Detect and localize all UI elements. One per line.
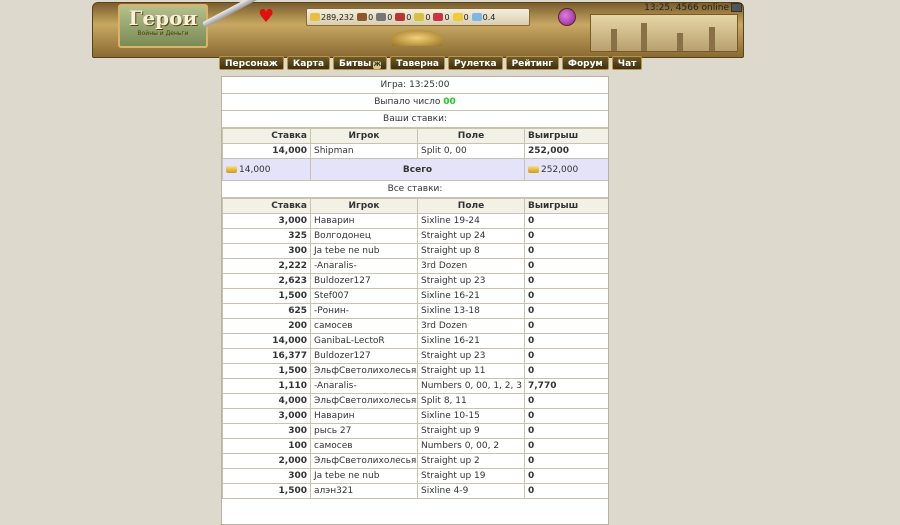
cell-player[interactable]: Buldozer127 [311,274,418,289]
col-player: Игрок [311,129,418,144]
cell-stake: 325 [223,229,311,244]
resource-value: 0.4 [482,12,496,22]
nav-item-0[interactable] [219,56,284,70]
sulfur-icon [414,13,424,21]
resources-bar [306,8,530,26]
cell-field: Straight up 2 [418,454,525,469]
heart-icon[interactable]: ♥ [258,6,275,27]
cell-player[interactable]: -Anaralis- [311,379,418,394]
cell-field: Numbers 0, 00, 2 [418,439,525,454]
resource-crystal [433,13,449,22]
ore-icon [376,13,386,21]
cell-field: Straight up 11 [418,364,525,379]
cell-field: 3rd Dozen [418,259,525,274]
nav-item-1[interactable] [287,56,330,70]
cell-player[interactable]: Buldozer127 [311,349,418,364]
nav-label: Таверна [396,59,439,69]
col-field: Поле [418,129,525,144]
cell-field: Straight up 9 [418,424,525,439]
cell-field: Sixline 10-15 [418,409,525,424]
battles-badge-icon: Ж [373,61,381,68]
cell-stake: 3,000 [223,214,311,229]
game-time: Игра: 13:25:00 [222,77,608,94]
table-row [223,274,610,289]
total-stake: 14,000 [223,159,311,181]
cell-field: Straight up 8 [418,244,525,259]
crystal-icon [433,13,443,21]
castle-image [590,14,738,52]
totals-row [223,159,610,181]
logo-title: Герои [128,6,198,30]
result-line [222,94,608,111]
table-row [223,364,610,379]
cell-player[interactable]: Ja tebe ne nub [311,244,418,259]
cell-player[interactable]: Волгодонец [311,229,418,244]
cell-win: 0 [525,244,610,259]
cell-field: Split 0, 00 [418,144,525,159]
cell-player[interactable]: алэн321 [311,484,418,499]
cell-win: 0 [525,469,610,484]
cell-field: Straight up 23 [418,349,525,364]
cell-player[interactable]: Наварин [311,409,418,424]
nav-item-5[interactable] [506,56,559,70]
cell-stake: 300 [223,469,311,484]
cell-stake: 4,000 [223,394,311,409]
cell-field: Sixline 16-21 [418,334,525,349]
cell-stake: 1,110 [223,379,311,394]
total-label: Всего [311,159,525,181]
resource-value: 0 [463,12,469,22]
table-row [223,409,610,424]
cell-win: 0 [525,214,610,229]
all-bets-label: Все ставки: [222,181,608,198]
col-player: Игрок [311,199,418,214]
col-stake: Ставка [223,129,311,144]
table-row [223,214,610,229]
nav-item-3[interactable] [390,56,445,70]
table-row [223,289,610,304]
cell-player[interactable]: -Anaralis- [311,259,418,274]
mercury-icon [395,13,405,21]
nav-item-4[interactable] [448,56,503,70]
table-row [223,394,610,409]
cell-stake: 1,500 [223,484,311,499]
cell-field: Straight up 19 [418,469,525,484]
cell-stake: 200 [223,319,311,334]
cell-stake: 625 [223,304,311,319]
cell-stake: 3,000 [223,409,311,424]
col-stake: Ставка [223,199,311,214]
total-win: 252,000 [525,159,610,181]
cell-player[interactable]: GanibaL-LectoR [311,334,418,349]
resource-gems [453,13,469,22]
nav-label: Форум [568,59,603,69]
table-row [223,244,610,259]
cell-player[interactable]: рысь 27 [311,424,418,439]
cell-stake: 1,500 [223,364,311,379]
potion-icon[interactable] [558,8,576,26]
table-row [223,349,610,364]
nav-label: Рейтинг [511,59,554,69]
cell-player[interactable]: Stef007 [311,289,418,304]
cell-win: 0 [525,289,610,304]
nav-label: Рулетка [454,59,497,69]
resource-value: 0 [368,12,374,22]
cell-player[interactable]: самосев [311,319,418,334]
resource-value: 0 [444,12,450,22]
cell-stake: 2,000 [223,454,311,469]
result-number: 00 [443,97,456,107]
cell-field: 3rd Dozen [418,319,525,334]
table-row [223,379,610,394]
table-row [223,259,610,274]
col-win: Выигрыш [525,199,610,214]
cell-win: 0 [525,364,610,379]
table-row [223,144,610,159]
col-field: Поле [418,199,525,214]
your-bets-header [223,129,610,144]
cell-win: 0 [525,259,610,274]
cell-field: Sixline 4-9 [418,484,525,499]
cell-field: Straight up 23 [418,274,525,289]
cell-win: 0 [525,349,610,364]
your-bets-label: Ваши ставки: [222,111,608,128]
gold-icon [528,166,539,173]
table-row [223,439,610,454]
table-row [223,454,610,469]
all-bets-table [222,198,609,499]
cell-field: Sixline 16-21 [418,289,525,304]
cell-stake: 1,500 [223,289,311,304]
online-text: 13:25, 4566 online [644,3,729,13]
roulette-results-panel [221,76,609,525]
cell-field: Split 8, 11 [418,394,525,409]
resource-gold [310,13,354,22]
cell-win: 252,000 [525,144,610,159]
cell-field: Straight up 24 [418,229,525,244]
cell-player[interactable]: ЭльфСветолихолесья [311,454,418,469]
cell-player[interactable]: -Ронин- [311,304,418,319]
gems-icon [453,13,463,21]
cell-player[interactable]: ЭльфСветолихолесья [311,364,418,379]
gold-icon [310,13,320,21]
wood-icon [357,13,367,21]
cell-win: 0 [525,274,610,289]
cell-stake: 14,000 [223,334,311,349]
cell-win: 0 [525,439,610,454]
resource-sulfur [414,13,430,22]
cell-win: 0 [525,454,610,469]
cell-field: Numbers 0, 00, 1, 2, 3 [418,379,525,394]
nav-label: Чат [617,59,637,69]
resource-value: 0 [387,12,393,22]
cell-stake: 2,623 [223,274,311,289]
cell-win: 0 [525,424,610,439]
table-row [223,424,610,439]
cell-win: 0 [525,304,610,319]
game-logo[interactable] [118,4,208,48]
table-row [223,334,610,349]
cell-win: 0 [525,409,610,424]
cell-win: 7,770 [525,379,610,394]
resource-mercury [395,13,411,22]
resource-wood [357,13,373,22]
cell-player[interactable]: Ja tebe ne nub [311,469,418,484]
main-nav [219,56,642,70]
mail-icon[interactable] [731,3,742,12]
online-status [644,3,742,13]
table-row [223,469,610,484]
all-bets-header [223,199,610,214]
emblem-icon [392,30,442,46]
resource-value: 0 [406,12,412,22]
col-win: Выигрыш [525,129,610,144]
cell-stake: 16,377 [223,349,311,364]
cell-player[interactable]: Наварин [311,214,418,229]
table-row [223,229,610,244]
result-label: Выпало число [374,97,441,107]
cell-stake: 300 [223,244,311,259]
cell-stake: 300 [223,424,311,439]
table-row [223,304,610,319]
nav-label: Битвы [339,59,372,69]
cell-player[interactable]: Shipman [311,144,418,159]
cell-stake: 2,222 [223,259,311,274]
cell-stake: 14,000 [223,144,311,159]
table-row [223,319,610,334]
resource-value: 289,232 [321,12,355,22]
nav-label: Персонаж [225,59,278,69]
nav-item-6[interactable] [562,56,609,70]
cell-win: 0 [525,229,610,244]
your-bets-table [222,128,609,181]
resource-diamonds [472,13,496,22]
nav-label: Карта [292,59,325,69]
gold-icon [226,166,237,173]
cell-win: 0 [525,484,610,499]
cell-win: 0 [525,394,610,409]
cell-field: Sixline 19-24 [418,214,525,229]
cell-stake: 100 [223,439,311,454]
table-row [223,484,610,499]
resource-value: 0 [425,12,431,22]
cell-player[interactable]: самосев [311,439,418,454]
diamonds-icon [472,13,482,21]
cell-field: Sixline 13-18 [418,304,525,319]
cell-win: 0 [525,334,610,349]
cell-player[interactable]: ЭльфСветолихолесья [311,394,418,409]
logo-subtitle: Войны и Деньги [137,30,189,37]
cell-win: 0 [525,319,610,334]
nav-item-7[interactable] [612,56,643,70]
resource-ore [376,13,392,22]
nav-item-2[interactable] [333,56,387,70]
game-header [0,0,900,76]
